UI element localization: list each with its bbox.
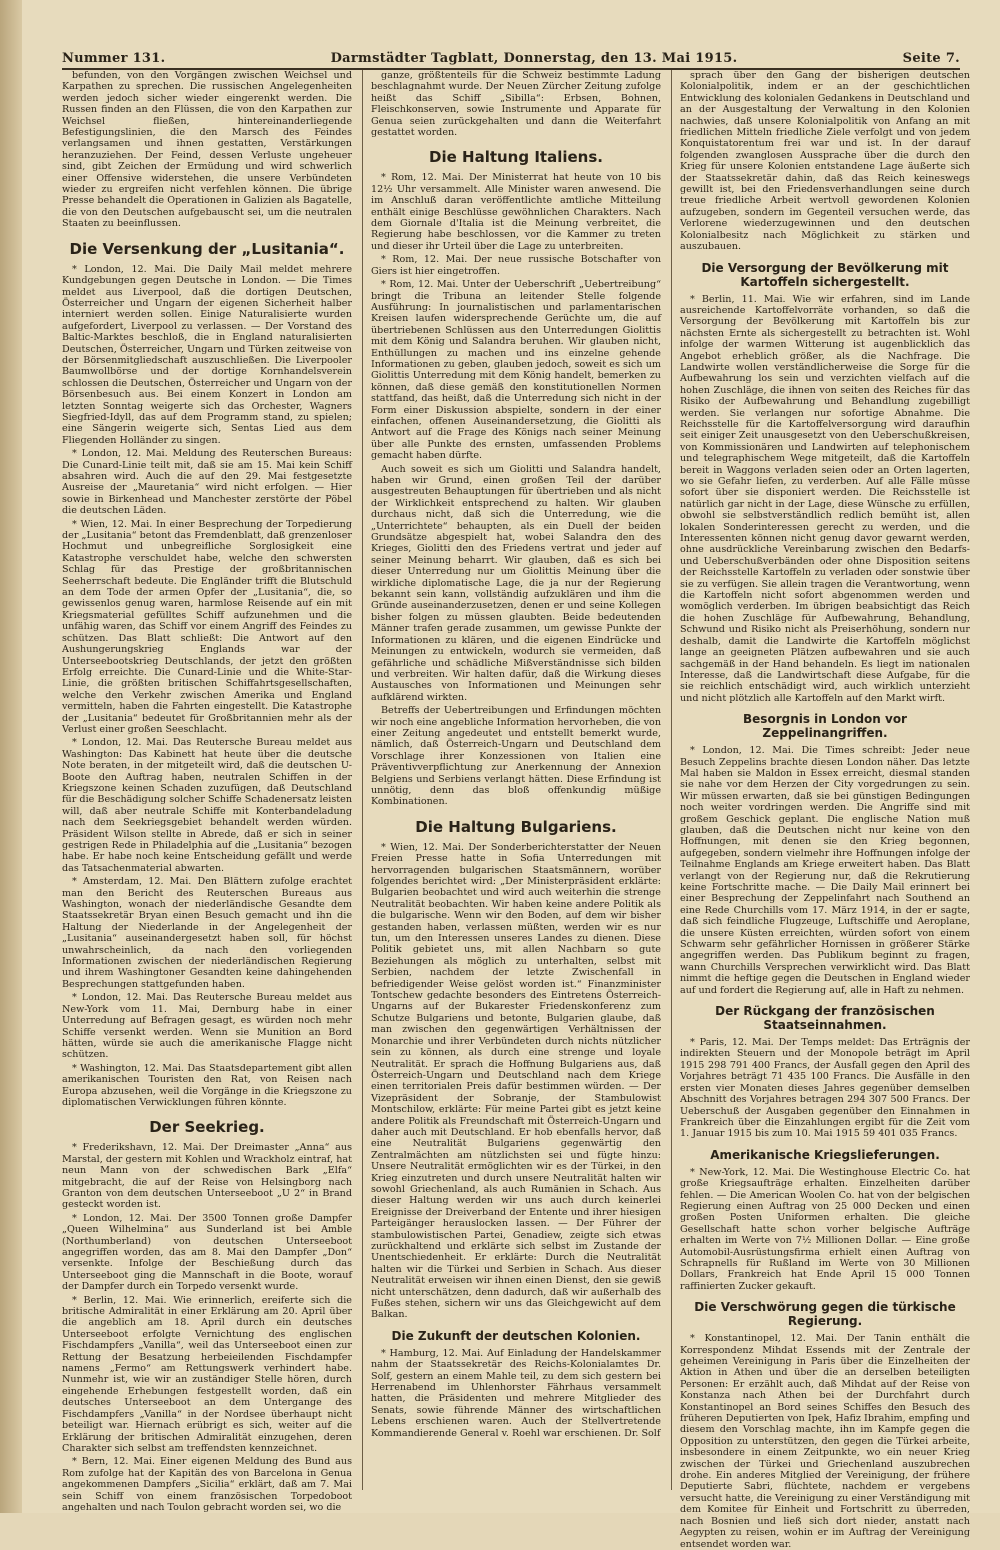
article-text: * Wien, 12. Mai. Der Sonderberichterstatter der Neuen Freien Presse hatte in Sofia Unterredungen mit hervorragenden bulgarischen Staatsmännern, worüber folgendes berichtet wird: „Der Ministerpräsident erklärte: Bulgarien beobachtet und wird auch weiterhin die strenge Neutralität beobachten. Wir haben keine andere Politik als die bulgarische. Wenn wir den Boden, auf dem wir bisher gestanden haben, verlassen müßten, werden wir es nur tun, um den Interessen unseres Landes zu dienen. Diese Politik gebietet uns, mit allen Nachbarn so gute Beziehungen als möglich zu unterhalten, selbst mit Serbien, nachdem der letzte Zwischenfall in befriedigender Weise gelöst worden ist.“ Finanzminister Tontschew gedachte besonders des Eintretens Österreich-Ungarns auf der Bukarester Friedenskonferenz zum Schutze Bulgariens und betonte, Bulgarien glaube, daß man zwischen den gegenwärtigen Verhältnissen der Monarchie und ihrer Verbündeten durch nichts nützlicher sein zu können, als durch eine strenge und loyale Neutralität. Er sprach die Hoffnung Bulgariens aus, daß Österreich-Ungarn und Deutschland nach dem Kriege einen territorialen Preis dafür bestimmen würden. — Der Vizepräsident der Sobranje, der Stambulowist Montschilow, erklärte: Für meine Partei gibt es jetzt keine andere Politik als Freundschaft mit Österreich-Ungarn und daher auch mit Deutschland. Er hob ebenfalls hervor, daß eine Neutralität Bulgariens gegenwärtig den Zentralmächten am nützlichsten sei und fügte hinzu: Unsere Neutralität ermöglichten wir es der Türkei, in den Krieg einzutreten und durch unsere Neutralität halten wir sowohl Griechenland, als auch Rumänien in Schach. Aus dieser Haltung werden wir uns auch durch keinerlei Ereignisse der Dreiverband der Entente und ihrer hiesigen Parteigänger herauslocken lassen. — Der Führer der stambulowistischen Partei, Genadiew, zeigte sich etwas zurückhaltend und erklärte sich selbst im Zustande der Unentschiedenheit. Er erklärte: Durch die Neutralität halten wir die Türkei und Serbien in Schach. Aus dieser Neutralität erweisen wir ihnen einen Dienst, den sie gewiß nicht unterschätzen, denn dadurch, daß wir außerhalb des Fußes stehen, sichern wir uns das Gleichgewicht auf dem Balkan.	[371, 841, 661, 1321]
article-text: ganze, größtenteils für die Schweiz bestimmte Ladung beschlagnahmt wurde. Der Neuen Zürcher Zeitung zufolge heißt das Schiff „Sibilla“: Erbsen, Bohnen, Fleischkonserven, sowie Instrumente und Apparate für Genua seien zurückgehalten und dann die Weiterfahrt gestattet worden.	[371, 70, 661, 139]
article-text: * Rom, 12. Mai. Der neue russische Botschafter von Giers ist hier eingetroffen.	[371, 254, 661, 277]
page-number: Seite 7.	[902, 51, 960, 66]
article-text: * London, 12. Mai. Das Reutersche Bureau meldet aus Washington: Das Kabinett hat heute über die deutsche Note beraten, in der mitgeteilt wird, daß die deutschen U-Boote den Auftrag haben, neutralen Schiffen in der Kriegszone keinen Schaden zuzufügen, daß Deutschland für die Beschädigung solcher Schiffe Schadenersatz leisten will, daß aber neutrale Schiffe mit Konterbandeladung nach dem Seekriegsgebiet behandelt werden würden. Präsident Wilson stellte in Abrede, daß er sich in seiner gestrigen Rede in Philadelphia auf die „Lusitania“ bezogen habe. Er habe noch keine Entscheidung gefällt und werde das Tatsachenmaterial abwarten.	[62, 737, 352, 874]
article-text: * Amsterdam, 12. Mai. Den Blättern zufolge erachtet man den Bericht des Reuterschen Bureaus aus Washington, wonach der niederländische Gesandte dem Staatssekretär Bryan einen Besuch gemacht und ihn die Haltung der Niederlande in der Angelegenheit der „Lusitania“ auseinandergesetzt haben soll, für höchst unwahrscheinlich, da nach den vorliegenden Informationen zwischen der niederländischen Regierung und ihrem Washingtoner Gesandten keine dahingehenden Besprechungen stattgefunden haben.	[62, 876, 352, 990]
article-text: * Paris, 12. Mai. Der Temps meldet: Das Erträgnis der indirekten Steuern und der Monopole beträgt im April 1915 298 791 400 Francs, der Ausfall gegen den April des Vorjahres beträgt 71 435 100 Francs. Die Ausfälle in den ersten vier Monaten dieses Jahres gegenüber demselben Abschnitt des Vorjahres betragen 294 307 500 Francs. Der Ueberschuß der Ausgaben gegenüber den Einnahmen in Frankreich über die Einzahlungen ergibt für die Zeit vom 1. Januar 1915 bis zum 10. Mai 1915 59 401 035 Francs.	[680, 1037, 970, 1140]
headline-italien: Die Haltung Italiens.	[429, 148, 603, 167]
article-text: * Rom, 12. Mai. Unter der Ueberschrift „Uebertreibung“ bringt die Tribuna an leitender Stelle folgende Ausführung: In journalistischen und parlamentarischen Kreisen laufen widersprechende Gerüchte um, die auf übertriebenen Schlüssen aus den Unterredungen Giolittis mit dem König und Salandra beruhen. Wir glauben nicht, Enthüllungen zu machen und ins einzelne gehende Informationen zu geben, glauben jedoch, soweit es sich um Giolittis Unterredung mit dem König handelt, bemerken zu können, daß diese gemäß den konstitutionellen Normen stattfand, das heißt, daß die Unterredung sich nicht in der Form einer Diskussion abspielte, sondern in der einer einfachen, offenen Auseinandersetzung, die Giolitti als Antwort auf die Frage des Königs nach seiner Meinung über alle Punkte des ernsten, umfassenden Problems gemacht haben dürfte.	[371, 279, 661, 462]
article-text: Auch soweit es sich um Giolitti und Salandra handelt, haben wir Grund, einen großen Teil der darüber ausgestreuten Behauptungen für übertrieben und als nicht der Wirklichkeit entsprechend zu halten. Wir glauben durchaus nicht, daß sich die Unterredung, wie die „Unterrichtete“ behaupten, als ein Duell der beiden Grundsätze abgespielt hat, wobei Salandra den des Krieges, Giolitti den des Friedens vertrat und jeder auf seiner Meinung beharrt. Wir glauben, daß es sich bei dieser Unterredung nur um Giolittis Meinung über die wirkliche diplomatische Lage, die ja nur der Regierung bekannt sein kann, vollständig aufzuklären und ihm die Gründe auseinanderzusetzen, denen er und seine Kollegen bisher folgen zu müssen glaubten. Beide bedeutenden Männer trafen gerade zusammen, um gewisse Punkte der Informationen zu klären, und die eigenen Eindrücke und Meinungen zu entwickeln, wodurch sie vermeiden, daß gefährliche und schädliche Mißverständnisse sich bilden und verbreiten. Wir halten dafür, daß die Wirkung dieses Austausches von Informationen und Meinungen sehr aufklärend wirkten.	[371, 463, 661, 703]
article-text: * Rom, 12. Mai. Der Ministerrat hat heute von 10 bis 12½ Uhr versammelt. Alle Minister waren anwesend. Die im Anschluß daran veröffentlichte amtliche Mitteilung enthält einige Beschlüsse gewöhnlichen Charakters. Nach dem Giornale d'Italia ist die Meinung verbreitet, die Regierung habe beschlossen, vor die Kammer zu treten und dieser ihr Urteil über die Lage zu unterbreiten.	[371, 172, 661, 252]
article-text: * Hamburg, 12. Mai. Auf Einladung der Handelskammer nahm der Staatssekretär des Reichs-Kolonialamtes Dr. Solf, gestern an einem Mahle teil, zu dem sich gestern bei Herrenabend im Uhlenhorster Fährhaus versammelt hatten, die Präsidenten und mehrere Mitglieder des Senats, sowie führende Männer des wirtschaftlichen Lebens erschienen waren. Auch der Stellvertretende Kommandierende General v. Roehl war erschienen. Dr. Solf	[371, 1347, 661, 1439]
article-text: Betreffs der Uebertreibungen und Erfindungen möchten wir noch eine angebliche Information hervorheben, die von einer Zeitung angedeutet und entstellt bemerkt wurde, nämlich, daß Österreich-Ungarn und Deutschland dem Vorschlage ihrer Konzessionen von Italien eine Präventivverpflichtung zur Anerkennung der Annexion Belgiens und Serbiens verlangt hätten. Diese Erfindung ist unnötig, denn das bloß offenkundig müßige Kombinationen.	[371, 705, 661, 808]
newspaper-title: Darmstädter Tagblatt, Donnerstag, den 13. Mai 1915.	[330, 51, 738, 66]
article-text: * Berlin, 11. Mai. Wie wir erfahren, sind im Lande ausreichende Kartoffelvorräte vorhanden, so daß die Versorgung der Bevölkerung mit Kartoffeln bis zur nächsten Ernte als sichergestellt zu betrachten ist. Wohl infolge der warmen Witterung ist augenblicklich das Angebot erheblich größer, als die Nachfrage. Die Landwirte wollen verständlicherweise die Sorge für die Aufbewahrung los sein und verzichten vielfach auf die hohen Zuschläge, die ihnen von seiten des Reiches für das Risiko der Aufbewahrung und Behandlung zugebilligt werden. Sie verlangen nur sofortige Abnahme. Die Reichsstelle für die Kartoffelversorgung wird daraufhin seit einiger Zeit unausgesetzt von den Ueberschußkreisen, von Kommissionären und Landwirten auf telephonischem und telegraphischem Wege mitgeteilt, daß die Kartoffeln bereit in Waggons verladen seien oder an Orten lagerten, wo sie Gefahr liefen, zu verderben. Auf alle Fälle müsse sofort über sie disponiert werden. Die Reichsstelle ist natürlich gar nicht in der Lage, diese Wünsche zu erfüllen, obwohl sie selbstverständlich redlich bemüht ist, allen lokalen Sonderinteressen gerecht zu werden, und die Interessenten können nicht genug davor gewarnt werden, ohne ausdrückliche Vereinbarung zwischen den Bedarfs- und Ueberschußverbänden oder ohne Disposition seitens der Reichsstelle Kartoffeln zu verladen oder sonstwie über sie zu verfügen. Sie allein tragen die Verantwortung, wenn die Kartoffeln nicht sofort abgenommen werden und womöglich verderben. Im übrigen beabsichtigt das Reich die hohen Zuschläge für Aufbewahrung, Behandlung, Schwund und Risiko nicht als Preiserhöhung, sondern nur deshalb, damit die Landwirte die Kartoffeln möglichst lange an geeigneten Plätzen aufbewahren und sie auch sachgemäß in der Hand behandeln. Es liegt im nationalen Interesse, daß die Landwirtschaft diese Aufgabe, für die sie reichlich entschädigt wird, auch wirklich unterzieht und nicht plötzlich alle Kartoffeln auf den Markt wirft.	[680, 293, 970, 704]
article-text: * London, 12. Mai. Meldung des Reuterschen Bureaus: Die Cunard-Linie teilt mit, daß sie am 15. Mai kein Schiff absahren wird. Auch die auf den 29. Mai festgesetzte Ausreise der „Mauretania“ wird nicht erfolgen. — Hier sowie in Birkenhead und Manchester zerstörte der Pöbel die deutschen Läden.	[62, 448, 352, 517]
issue-number: Nummer 131.	[62, 51, 166, 66]
headline-frankreich: Der Rückgang der französischen Staatseinnahmen.	[715, 1004, 935, 1033]
article-text: befunden, von den Vorgängen zwischen Weichsel und Karpathen zu sprechen. Die russischen Angelegenheiten werden jedoch sicher wieder eingerenkt werden. Die Russen finden an den Flüssen, die von den Karpathen zur Weichsel fließen, hintereinanderliegende Befestigungslinien, die den Marsch des Feindes verlangsamen und ihnen gestatten, Verstärkungen heranzuziehen. Der Feind, dessen Verluste ungeheuer sind, gibt Zeichen der Ermüdung und wird schwerlich einer Offensive widerstehen, die unsere Verbündeten wieder zu ergreifen nicht verfehlen können. Die übrige Presse behandelt die Operationen in Galizien als Bagatelle, die von den Deutschen aufgebauscht sei, um die neutralen Staaten zu beeinflussen.	[62, 70, 352, 230]
column-3	[671, 70, 970, 1550]
page-header	[62, 44, 960, 70]
article-text: * London, 12. Mai. Das Reutersche Bureau meldet aus New-York vom 11. Mai, Dernburg habe in einer Unterredung auf Befragen gesagt, es würden noch mehr Schiffe versenkt werden. Wenn sie Munition an Bord hätten, würde sie auch die amerikanische Flagge nicht schützen.	[62, 992, 352, 1061]
article-text: * Berlin, 12. Mai. Wie erinnerlich, ereiferte sich die britische Admiralität in einer Erklärung am 20. April über die angeblich am 18. April durch ein deutsches Unterseeboot erfolgte Vernichtung des englischen Fischdampfers „Vanilla“, weil das Unterseeboot einen zur Rettung der Besatzung herbeieilenden Fischdampfer namens „Fermo“ am Rettungswerk verhindert habe. Nunmehr ist, wie wir an zuständiger Stelle hören, durch eingehende Erhebungen festgestellt worden, daß ein deutsches Unterseeboot an dem Untergange des Fischdampfers „Vanilla“ in der Nordsee überhaupt nicht beteiligt war. Hiernach erübrigt es sich, weiter auf die Erklärung der britischen Admiralität einzugehen, deren Charakter sich selbst am treffendsten kennzeichnet.	[62, 1294, 352, 1454]
headline-zeppelin: Besorgnis in London vor Zeppelinangriffen.	[743, 712, 907, 741]
column-1	[62, 70, 352, 1513]
article-text: * London, 12. Mai. Die Times schreibt: Jeder neue Besuch Zeppelins brachte diesen London näher. Das letzte Mal haben sie Maldon in Essex erreicht, diesmal standen sie nahe vor dem Herzen der City vorgedrungen zu sein. Wir müssen erwarten, daß sie bei günstigen Bedingungen noch weiter vordringen werden. Die Angriffe sind mit großem Geschick geplant. Die englische Nation muß glauben, daß die Deutschen nicht nur keine von den Hoffnungen, mit denen sie den Krieg begonnen, aufgegeben, sondern vielmehr ihre Hoffnungen infolge der Teilnahme Englands am Kriege erweitert haben. Das Blatt verlangt von der Regierung nur, daß die Rekrutierung keine Fortschritte mache. — Die Daily Mail erinnert bei einer Besprechung der Zeppelinfahrt nach Southend an eine Rede Churchills vom 17. März 1914, in der er sagte, daß sich feindliche Flugzeuge, Luftschiffe und Aeroplane, die unsere Küsten erreichten, würden sofort von einem Schwarm sehr gefährlicher Hornissen in größerer Stärke angegriffen werden. Das Publikum beginnt zu fragen, wann Churchills Versprechen verwirklicht wird. Das Blatt nimmt die heftige gegen die Deutschen in England wieder auf und fordert die Regierung auf, alle in Haft zu nehmen.	[680, 745, 970, 996]
article-text: sprach über den Gang der bisherigen deutschen Kolonialpolitik, indem er an der geschichtlichen Entwicklung des kolonialen Gedankens in Deutschland und an der Ausgestaltung der Verwaltung in den Kolonien nachwies, daß unsere Kolonialpolitik von Anfang an mit friedlichen Mitteln friedliche Ziele verfolgt und von jedem Konquistatorentum frei war und ist. In der darauf folgenden zwanglosen Aussprache über die durch den Krieg für unsere Kolonien entstandene Lage äußerte sich der Staatssekretär dahin, daß das Reich keineswegs gewillt ist, bei den Friedensverhandlungen seine durch treue friedliche Arbeit wertvoll gewordenen Kolonien aufzugeben, sondern im Gegenteil versuchen werde, das Verlorene wiederzugewinnen und den deutschen Kolonialbesitz nach Möglichkeit zu stärken und auszubauen.	[680, 70, 970, 253]
page-binding-edge	[0, 0, 22, 1513]
article-text: * Konstantinopel, 12. Mai. Der Tanin enthält die Korrespondenz Mihdat Essends mit der Zentrale der geheimen Vereinigung in Paris über die Einzelheiten der Aktion in Athen und über die an derselben beteiligten Personen: Er erzählt auch, daß Mihdat auf der Reise von Konstanza nach Athen bei der Durchfahrt durch Konstantinopel an Bord seines Schiffes den Besuch des früheren Deputierten von Ipek, Hafiz Ibrahim, empfing und diesem den Vorschlag machte, ihn im Kampfe gegen die Opposition zu unterstützen, den gegen die Türkei arbeite, insbesondere in einem Zeitpunkte, wo ein neuer Krieg zwischen der Türkei und Griechenland auszubrechen drohe. Ein anderes Mitglied der Vereinigung, der frühere Deputierte Sabri, flüchtete, nachdem er vergebens versucht hatte, die Vereinigung zu einer Verständigung mit dem Komitee für Einheit und Fortschritt zu überreden, nach Bosnien und ließ sich dort nieder, anstatt nach Aegypten zu reisen, wohin er im Auftrag der Vereinigung entsendet worden war.	[680, 1333, 970, 1550]
headline-amerika: Amerikanische Kriegslieferungen.	[710, 1147, 940, 1162]
column-2	[362, 70, 661, 1490]
headline-tuerkei: Die Verschwörung gegen die türkische Regierung.	[694, 1300, 956, 1329]
article-text: * Frederikshavn, 12. Mai. Der Dreimaster „Anna“ aus Marstal, der gestern mit Kohlen und Wrackholz eintraf, hat neun Mann von der schwedischen Bark „Elfa“ mitgebracht, die auf der Reise von Helsingborg nach Granton von dem deutschen Unterseeboot „U 2“ in Brand gesteckt worden ist.	[62, 1142, 352, 1211]
headline-bulgarien: Die Haltung Bulgariens.	[415, 817, 617, 836]
headline-lusitania: Die Versenkung der „Lusitania“.	[69, 239, 345, 258]
headline-kartoffel: Die Versorgung der Bevölkerung mit Kartoffeln sichergestellt.	[701, 260, 949, 289]
article-text: * Bern, 12. Mai. Einer eigenen Meldung des Bund aus Rom zufolge hat der Kapitän des von Barcelona in Genua angekommenen Dampfers „Sicilia“ erklärt, daß am 7. Mai sein Schiff von einem französischen Torpedoboot angehalten und nach Toulon gebracht worden sei, wo die	[62, 1456, 352, 1513]
article-text: * London, 12. Mai. Die Daily Mail meldet mehrere Kundgebungen gegen Deutsche in London. — Die Times meldet aus Liverpool, daß die dortigen Deutschen, Österreicher und Ungarn der eigenen Sicherheit halber interniert werden sollen. Einige Naturalisierte wurden aufgefordert, Liverpool zu verlassen. — Der Vorstand des Baltic-Marktes beschloß, die in England naturalisierten Deutschen, Österreicher, Ungarn und Türken zeitweise von der Börsenmitgliedschaft auszuschließen. Die Liverpooler Baumwollbörse und der dortige Kornhandelsverein schlossen die Deutschen, Österreicher und Ungarn von der Börsenbesuch aus. Bei einem Konzert in London am letzten Sonntag weigerte sich das Orchester, Wagners Siegfried-Idyll, das auf dem Programm stand, zu spielen; eine Sängerin weigerte sich, Sentas Lied aus dem Fliegenden Holländer zu singen.	[62, 263, 352, 446]
article-text: * Wien, 12. Mai. In einer Besprechung der Torpedierung der „Lusitania“ betont das Fremdenblatt, daß grenzenloser Hochmut und unbegreifliche Sorglosigkeit eine Katastrophe verschuldet habe, welche den schwersten Schlag für das Prestige der großbritannischen Seeherrschaft bedeute. Die Engländer trifft die Blutschuld an dem Tode der armen Opfer der „Lusitania“, die, so gewissenlos genug waren, harmlose Reisende auf ein mit Kriegsmaterial gefülltes Schiff aufzunehmen und die unfähig waren, das Schiff vor einem Angriff des Feindes zu schützen. Das Blatt schließt: Die Antwort auf den Aushungerungskrieg Englands war der Unterseebootskrieg Deutschlands, der jetzt den größten Erfolg erreichte. Die Cunard-Linie und die White-Star-Linie, die größten britischen Schiffahrtsgesellschaften, welche den Verkehr zwischen Amerika und England vermitteln, haben die Fahrten eingestellt. Die Katastrophe der „Lusitania“ bedeutet für Großbritannien mehr als der Verlust einer großen Seeschlacht.	[62, 518, 352, 735]
article-text: * New-York, 12. Mai. Die Westinghouse Electric Co. hat große Kriegsaufträge erhalten. Einzelheiten darüber fehlen. — Die American Woolen Co. hat von der belgischen Regierung einen Auftrag von 25 000 Decken und einen großen Posten Uniformen erhalten. Die gleiche Gesellschaft hatte schon vorher belgische Aufträge erhalten im Werte von 7½ Millionen Dollar. — Eine große Automobil-Ausrüstungsfirma erhielt einen Auftrag von Schrapnells für Rußland im Werte von 30 Millionen Dollars, Frankreich hat Ende April 15 000 Tonnen raffinierten Zucker gekauft.	[680, 1166, 970, 1292]
article-text: * London, 12. Mai. Der 3500 Tonnen große Dampfer „Queen Wilhelmina“ aus Sunderland ist bei Amble (Northumberland) von deutschen Unterseeboot angegriffen worden, das am 8. Mai den Dampfer „Don“ versenkte. Infolge der Beschießung durch das Unterseeboot ging die Mannschaft in die Boote, worauf der Dampfer durch ein Torpedo versenkt wurde.	[62, 1212, 352, 1293]
article-columns	[62, 70, 970, 1550]
headline-seekrieg: Der Seekrieg.	[149, 1118, 265, 1137]
article-text: * Washington, 12. Mai. Das Staatsdepartement gibt allen amerikanischen Touristen den Rat, von Reisen nach Europa abzusehen, weil die Vorgänge in die Kriegszone zu diplomatischen Verwicklungen führen könnte.	[62, 1062, 352, 1108]
headline-kolonien: Die Zukunft der deutschen Kolonien.	[391, 1328, 641, 1343]
